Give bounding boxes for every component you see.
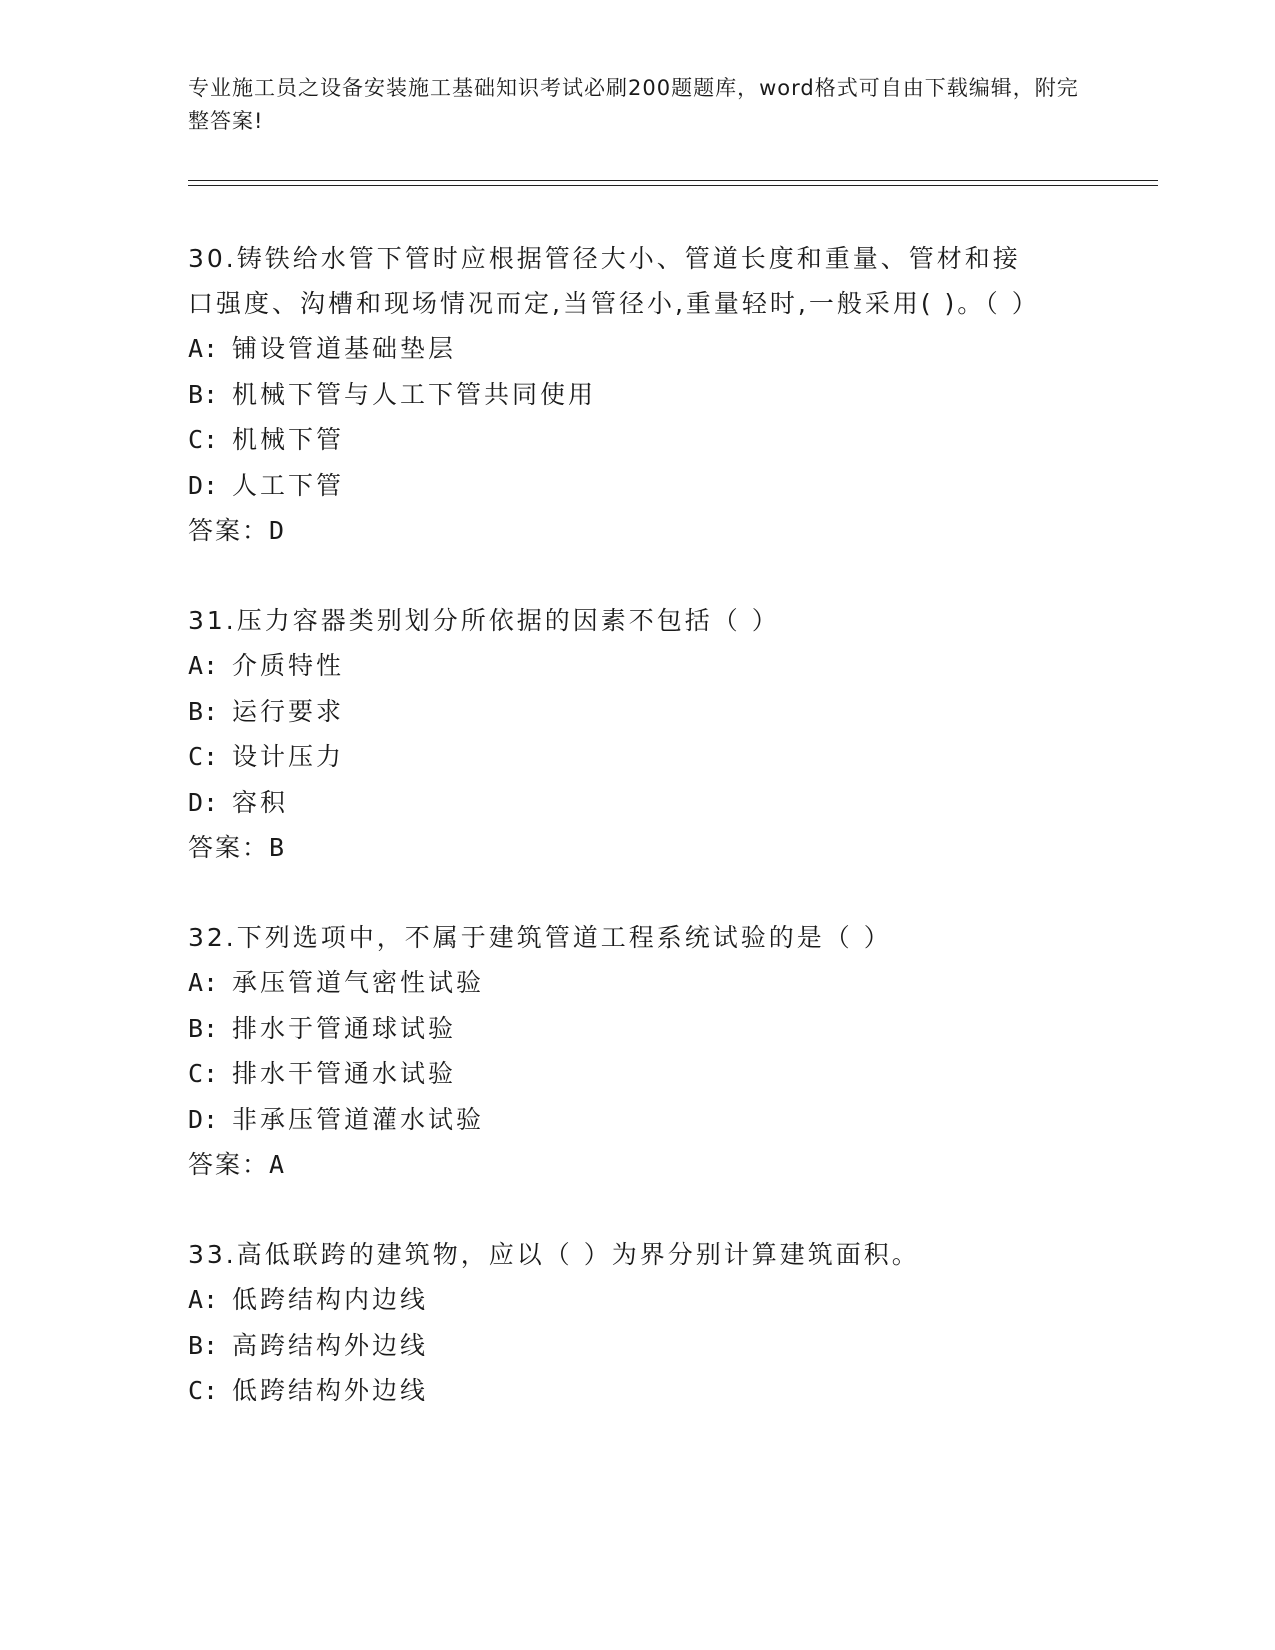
- option-text: 承压管道气密性试验: [232, 968, 485, 997]
- answer-line: [188, 1142, 1088, 1187]
- question-stem: 31.压力容器类别划分所依据的因素不包括（ ）: [188, 606, 780, 635]
- option-text: 低跨结构内边线: [232, 1285, 429, 1314]
- question-32: [188, 915, 1088, 1187]
- option-text: 高跨结构外边线: [232, 1330, 429, 1360]
- option-a: [188, 643, 1088, 689]
- answer-label: 答案：: [188, 833, 270, 862]
- option-key: A:: [188, 334, 219, 363]
- option-a: [188, 960, 1088, 1006]
- option-text: 人工下管: [232, 470, 345, 500]
- option-a: [188, 1277, 1088, 1323]
- option-c: [188, 1368, 1088, 1414]
- option-key: B:: [188, 379, 219, 409]
- option-key: D:: [188, 787, 219, 817]
- option-text: 非承压管道灌水试验: [232, 1104, 485, 1134]
- option-key: B:: [188, 696, 219, 726]
- option-key: A:: [188, 651, 219, 680]
- question-stem: 32.下列选项中，不属于建筑管道工程系统试验的是（ ）: [188, 923, 892, 952]
- option-b: [188, 372, 1088, 418]
- question-31: [188, 598, 1088, 870]
- answer-value: A: [269, 1150, 285, 1179]
- option-b: [188, 689, 1088, 735]
- option-text: 排水于管通球试验: [232, 1013, 457, 1043]
- option-c: [188, 734, 1088, 780]
- option-key: D:: [188, 1104, 219, 1134]
- option-d: [188, 780, 1088, 826]
- question-stem: 30.铸铁给水管下管时应根据管径大小、管道长度和重量、管材和接口强度、沟槽和现场情况而定,当管径小,重量轻时,一般采用( )。（ ）: [188, 244, 1040, 318]
- option-key: A:: [188, 968, 219, 997]
- option-key: B:: [188, 1330, 219, 1360]
- option-d: [188, 463, 1088, 509]
- option-text: 机械下管: [232, 425, 345, 454]
- option-key: C:: [188, 1059, 219, 1088]
- answer-label: 答案：: [188, 1150, 270, 1179]
- option-d: [188, 1097, 1088, 1143]
- answer-line: [188, 825, 1088, 870]
- option-a: [188, 326, 1088, 372]
- option-key: C:: [188, 1376, 219, 1405]
- option-text: 介质特性: [232, 651, 345, 680]
- header-divider-top: [188, 180, 1158, 181]
- header-divider-bottom: [188, 185, 1158, 186]
- option-text: 设计压力: [232, 742, 345, 771]
- option-key: D:: [188, 470, 219, 500]
- option-c: [188, 417, 1088, 463]
- option-key: B:: [188, 1013, 219, 1043]
- document-header: 专业施工员之设备安装施工基础知识考试必刷200题题库，word格式可自由下载编辑，附完整答案!: [188, 76, 1079, 133]
- answer-value: B: [269, 833, 285, 862]
- option-text: 排水干管通水试验: [232, 1059, 457, 1088]
- question-list: [188, 236, 1088, 1459]
- answer-label: 答案：: [188, 516, 270, 545]
- option-text: 低跨结构外边线: [232, 1376, 429, 1405]
- option-key: C:: [188, 425, 219, 454]
- answer-value: D: [269, 516, 285, 545]
- option-key: A:: [188, 1285, 219, 1314]
- option-text: 运行要求: [232, 696, 345, 726]
- option-text: 铺设管道基础垫层: [232, 334, 457, 363]
- question-30: [188, 236, 1088, 553]
- option-c: [188, 1051, 1088, 1097]
- option-text: 容积: [232, 787, 289, 817]
- option-key: C:: [188, 742, 219, 771]
- option-b: [188, 1006, 1088, 1052]
- answer-line: [188, 508, 1088, 553]
- option-text: 机械下管与人工下管共同使用: [232, 379, 597, 409]
- question-33: [188, 1232, 1088, 1414]
- option-b: [188, 1323, 1088, 1369]
- question-stem: 33.高低联跨的建筑物，应以（ ）为界分别计算建筑面积。: [188, 1240, 920, 1269]
